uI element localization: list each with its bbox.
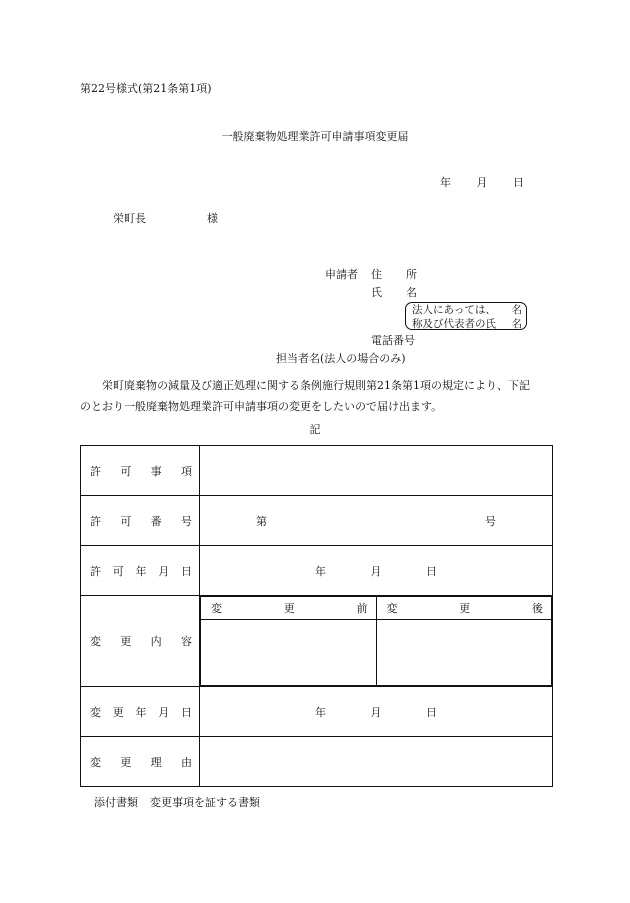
change-date-field[interactable]: 年 月 日 [200, 687, 553, 737]
row-permit-date [81, 546, 553, 596]
permit-date-field[interactable]: 年 月 日 [200, 546, 553, 596]
document-title: 一般廃棄物処理業許可申請事項変更届 [221, 130, 409, 143]
corporate-note: 法人にあっては、 名 称及び代表者の氏 名 [405, 302, 527, 330]
phone-label: 電話番号 [371, 334, 415, 347]
form-table [80, 445, 553, 787]
year-label: 年 [440, 176, 451, 189]
change-reason-field[interactable] [200, 737, 553, 787]
permit-date-label: 許 可 年 月 日 [90, 564, 192, 578]
recipient-name: 栄町長 [113, 212, 146, 225]
body-line-1: 栄町廃棄物の減量及び適正処理に関する条例施行規則第21条第1項の規定により、下記 [102, 379, 530, 392]
permit-number-field[interactable]: 第 号 [200, 496, 553, 546]
body-line-2: のとおり一般廃棄物処理業許可申請事項の変更をしたいので届け出ます。 [80, 400, 443, 413]
form-number: 第22号様式(第21条第1項) [80, 82, 212, 95]
address-label: 住 所 [371, 268, 417, 281]
recipient-honorific: 様 [207, 212, 218, 225]
applicant-label: 申請者 [325, 268, 358, 281]
attachments-label: 添付書類 [94, 796, 138, 809]
row-change-content [81, 596, 553, 687]
row-permit-item [81, 446, 553, 496]
attachments-value: 変更事項を証する書類 [150, 796, 260, 809]
before-header: 変 更 前 [201, 597, 377, 620]
submission-date [440, 176, 524, 190]
body-text [80, 375, 554, 417]
month-label: 月 [476, 176, 488, 189]
change-reason-label: 変 更 理 由 [90, 755, 192, 769]
row-change-date [81, 687, 553, 737]
person-in-charge-label: 担当者名(法人の場合のみ) [276, 352, 406, 365]
after-header: 変 更 後 [376, 597, 552, 620]
attachments [94, 796, 260, 810]
ki-heading: 記 [309, 423, 321, 436]
after-field[interactable] [376, 620, 552, 686]
before-field[interactable] [201, 620, 377, 686]
permit-item-label: 許 可 事 項 [90, 464, 192, 478]
name-label: 氏 名 [371, 286, 417, 299]
permit-item-field[interactable] [200, 446, 553, 496]
change-content-label: 変 更 内 容 [90, 635, 192, 648]
change-date-label: 変 更 年 月 日 [90, 705, 192, 719]
row-change-reason [81, 737, 553, 787]
permit-number-label: 許 可 番 号 [90, 514, 192, 528]
row-permit-number [81, 496, 553, 546]
day-label: 日 [513, 176, 524, 189]
